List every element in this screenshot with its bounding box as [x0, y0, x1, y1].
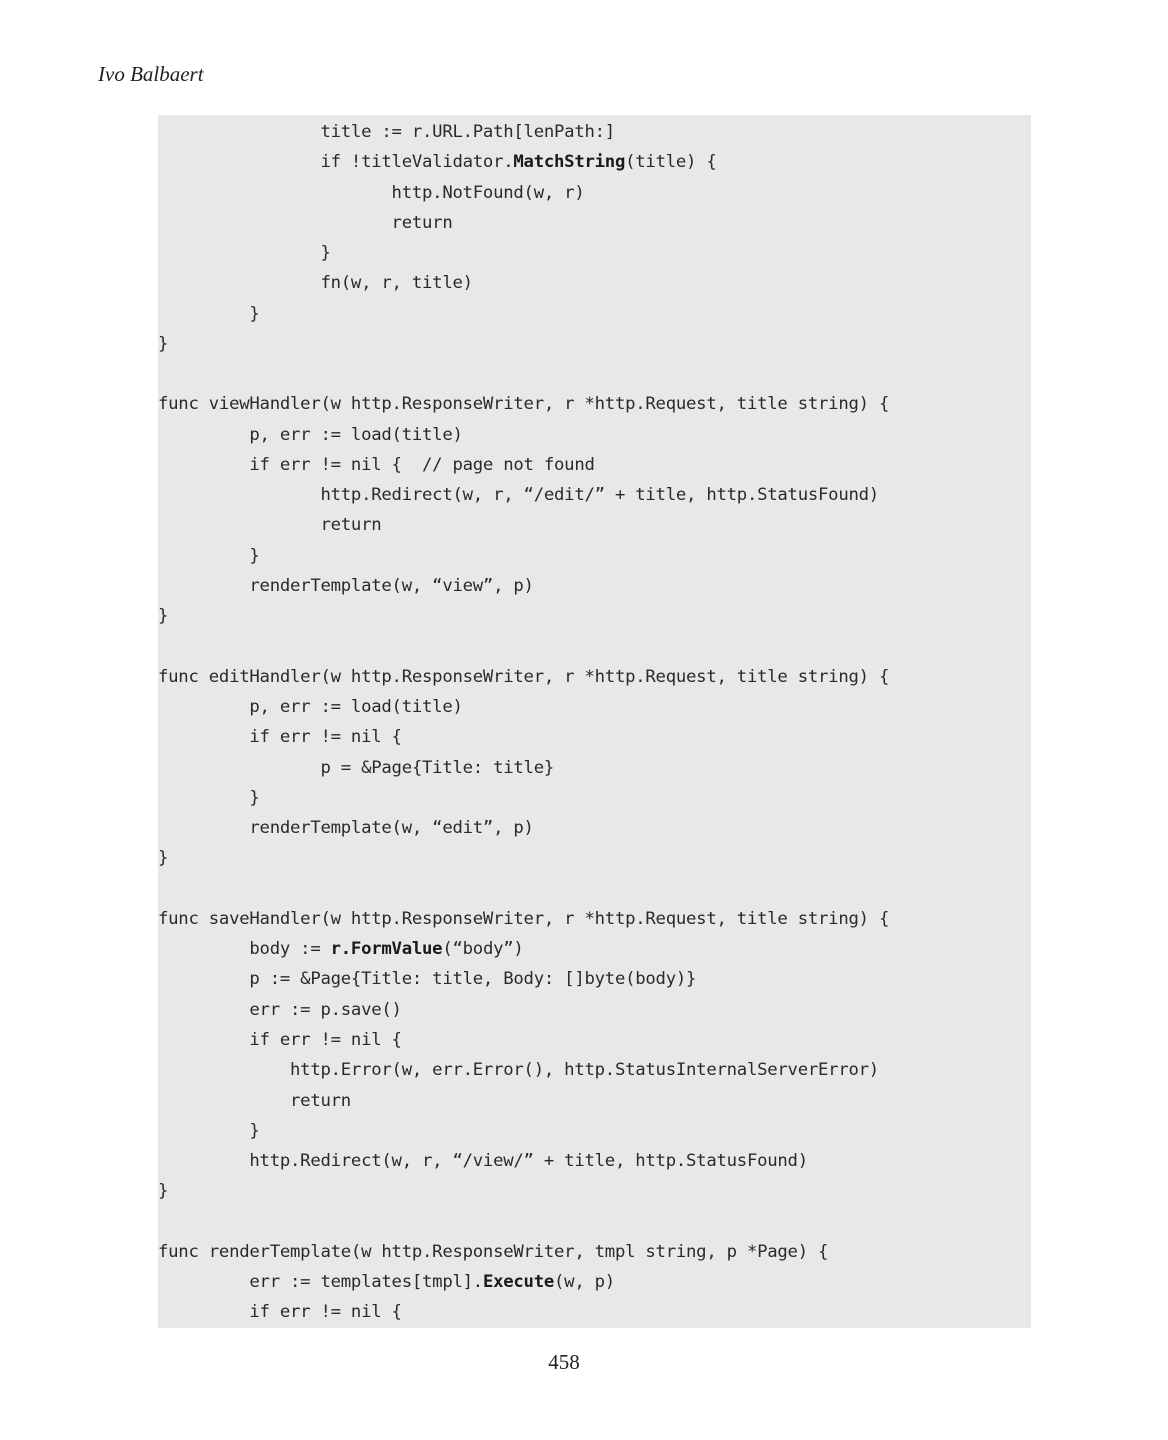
- code-text: return: [158, 1090, 351, 1111]
- code-listing: [158, 115, 1031, 1328]
- code-text: p, err := load(title): [158, 424, 463, 445]
- code-line: [158, 692, 889, 722]
- code-line: [158, 601, 889, 631]
- code-text: }: [158, 333, 169, 354]
- code-text: renderTemplate(w, “edit”, p): [158, 818, 534, 839]
- code-text: p := &Page{Title: title, Body: []byte(body)}: [158, 969, 697, 990]
- code-text: }: [158, 303, 260, 324]
- code-line: [158, 268, 889, 298]
- code-line: [158, 208, 889, 238]
- code-text: func editHandler(w http.ResponseWriter, r *http.Request, title string) {: [158, 666, 890, 687]
- code-text: title := r.URL.Path[lenPath:]: [158, 122, 615, 142]
- code-line: [158, 964, 889, 994]
- code-line: [158, 1025, 889, 1055]
- code-line: [158, 1237, 889, 1267]
- running-header-author: Ivo Balbaert: [98, 62, 204, 86]
- code-line: [158, 813, 889, 843]
- code-line: [158, 1146, 889, 1176]
- code-emphasis: Execute: [482, 1272, 555, 1293]
- code-text: body :=: [158, 939, 331, 960]
- code-text: }: [158, 1181, 169, 1202]
- code-text: }: [158, 787, 260, 808]
- code-line: [158, 1176, 889, 1206]
- code-line: [158, 1267, 889, 1297]
- code-text: (“body”): [442, 939, 524, 960]
- code-text: func saveHandler(w http.ResponseWriter, r *http.Request, title string) {: [158, 908, 890, 929]
- code-text: }: [158, 606, 169, 627]
- code-line: [158, 1055, 889, 1085]
- code-line: [158, 117, 889, 147]
- code-line: [158, 662, 889, 692]
- code-text: return: [158, 515, 382, 536]
- code-text: if err != nil { // page not found: [158, 454, 595, 475]
- code-text: }: [158, 545, 260, 566]
- code-line: [158, 874, 889, 904]
- page-number: 458: [548, 1350, 580, 1374]
- code-lines: [158, 117, 889, 1328]
- code-text: (title) {: [625, 152, 717, 173]
- code-line: [158, 632, 889, 662]
- code-line: [158, 995, 889, 1025]
- code-emphasis: r.FormValue: [330, 939, 443, 960]
- code-line: [158, 904, 889, 934]
- code-line: [158, 450, 889, 480]
- code-text: if err != nil {: [158, 1302, 402, 1323]
- code-line: [158, 753, 889, 783]
- code-text: }: [158, 243, 331, 264]
- code-line: [158, 571, 889, 601]
- code-line: [158, 843, 889, 873]
- code-line: [158, 1297, 889, 1327]
- code-line: [158, 934, 889, 964]
- code-line: [158, 299, 889, 329]
- code-line: [158, 480, 889, 510]
- code-text: func viewHandler(w http.ResponseWriter, r *http.Request, title string) {: [158, 394, 890, 415]
- code-text: err := templates[tmpl].: [158, 1272, 483, 1293]
- code-line: [158, 722, 889, 752]
- code-text: if err != nil {: [158, 1029, 402, 1050]
- code-line: [158, 1207, 889, 1237]
- code-text: fn(w, r, title): [158, 273, 473, 294]
- code-line: [158, 510, 889, 540]
- code-line: [158, 329, 889, 359]
- code-line: [158, 359, 889, 389]
- code-text: http.Redirect(w, r, “/view/” + title, http.StatusFound): [158, 1151, 808, 1172]
- code-text: renderTemplate(w, “view”, p): [158, 575, 534, 596]
- code-text: func renderTemplate(w http.ResponseWriter, tmpl string, p *Page) {: [158, 1241, 829, 1262]
- code-text: }: [158, 848, 169, 869]
- code-text: (w, p): [554, 1272, 615, 1293]
- code-text: return: [158, 212, 453, 233]
- code-text: p, err := load(title): [158, 697, 463, 718]
- code-text: }: [158, 1120, 260, 1141]
- code-text: p = &Page{Title: title}: [158, 757, 555, 778]
- code-text: if err != nil {: [158, 727, 402, 748]
- code-line: [158, 238, 889, 268]
- code-line: [158, 147, 889, 177]
- code-line: [158, 178, 889, 208]
- code-text: http.NotFound(w, r): [158, 182, 585, 203]
- code-emphasis: MatchString: [513, 152, 626, 173]
- code-line: [158, 783, 889, 813]
- code-text: if !titleValidator.: [158, 152, 514, 173]
- code-line: [158, 1116, 889, 1146]
- code-line: [158, 420, 889, 450]
- code-text: http.Error(w, err.Error(), http.StatusInternalServerError): [158, 1060, 879, 1081]
- code-text: err := p.save(): [158, 999, 402, 1020]
- code-line: [158, 1086, 889, 1116]
- code-line: [158, 541, 889, 571]
- code-line: [158, 389, 889, 419]
- code-text: http.Redirect(w, r, “/edit/” + title, http.StatusFound): [158, 485, 879, 506]
